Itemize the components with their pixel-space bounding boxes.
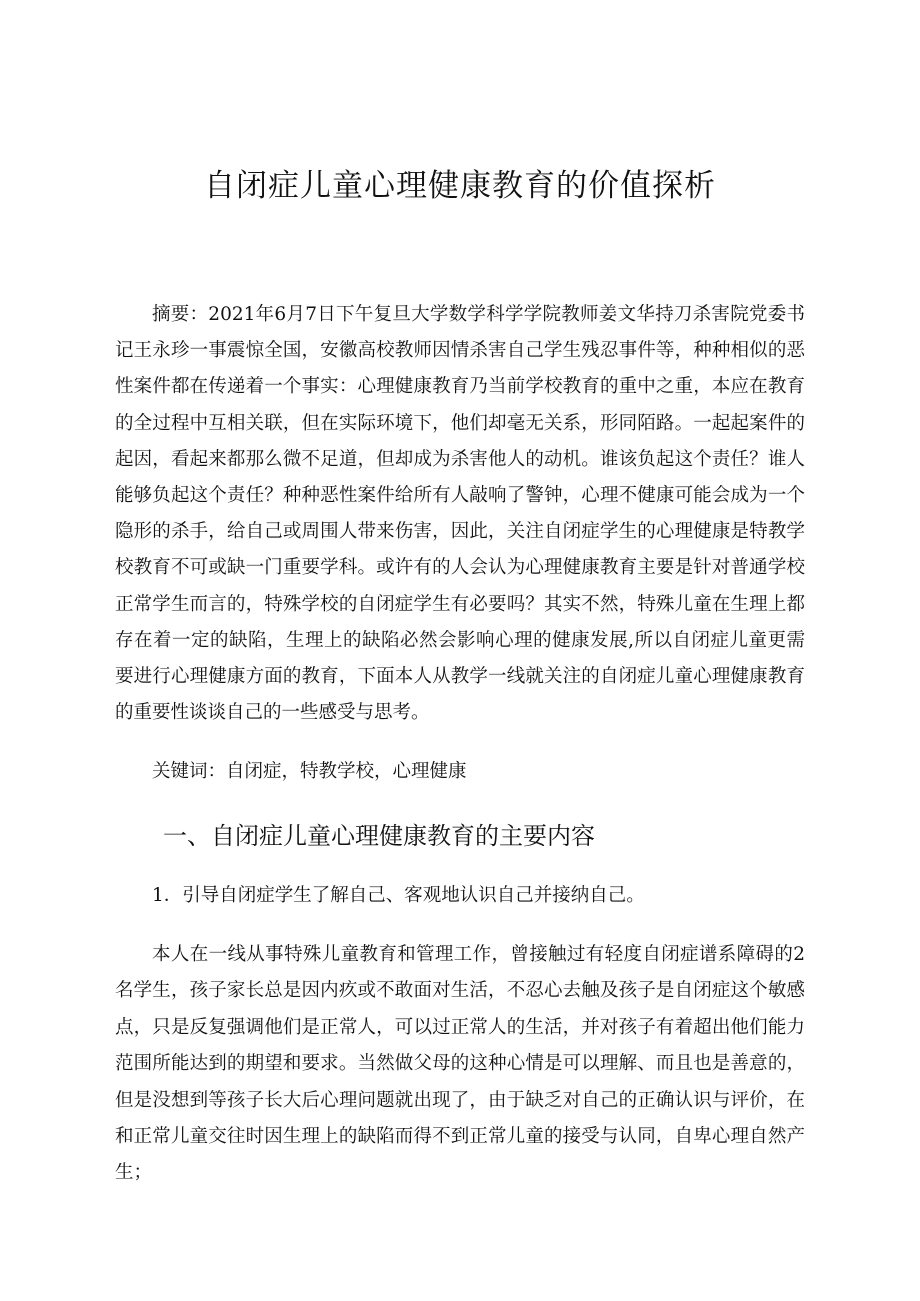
document-title: 自闭症儿童心理健康教育的价值探析 bbox=[204, 168, 716, 204]
subsection-heading: 1．引导自闭症学生了解自己、客观地认识自己并接纳自己。 bbox=[152, 885, 645, 906]
keywords-line: 关键词：自闭症，特教学校，心理健康 bbox=[152, 761, 467, 782]
abstract-paragraph: 摘要：2021年6月7日下午复旦大学数学科学学院教师姜文华持刀杀害院党委书记王永珍一事震惊全国，安徽高校教师因情杀害自己学生残忍事件等，种种相似的恶性案件都在传递着一个事实：心理健康教育乃当前学校教育的重中之重，本应在教育的全过程中互相关联，但在实际环境下，他们却毫无关系，形同陌路。一起起案件的起因，看起来都那么微不足道，但却成为杀害他人的动机。谁该负起这个责任？谁人能够负起这个责任？种种恶性案件给所有人敲响了警钟，心理不健康可能会成为一个隐形的杀手，给自己或周围人带来伤害，因此，关注自闭症学生的心理健康是特教学校教育不可或缺一门重要学科。或许有的人会认为心理健康教育主要是针对普通学校正常学生而言的，特殊学校的自闭症学生有必要吗？其实不然，特殊儿童在生理上都存在着一定的缺陷，生理上的缺陷必然会影响心理的健康发展,所以自闭症儿童更需要进行心理健康方面的教育，下面本人从教学一线就关注的自闭症儿童心理健康教育的重要性谈谈自己的一些感受与思考。 bbox=[115, 304, 805, 724]
body-paragraph: 本人在一线从事特殊儿童教育和管理工作，曾接触过有轻度自闭症谱系障碍的2名学生，孩子家长总是因内疚或不敢面对生活，不忍心去触及孩子是自闭症这个敏感点，只是反复强调他们是正常人，可以过正常人的生活，并对孩子有着超出他们能力范围所能达到的期望和要求。当然做父母的这种心情是可以理解、而且也是善意的，但是没想到等孩子长大后心理问题就出现了，由于缺乏对自己的正确认识与评价，在和正常儿童交往时因生理上的缺陷而得不到正常儿童的接受与认同，自卑心理自然产生； bbox=[115, 944, 805, 1184]
section-heading: 一、自闭症儿童心理健康教育的主要内容 bbox=[163, 822, 595, 850]
